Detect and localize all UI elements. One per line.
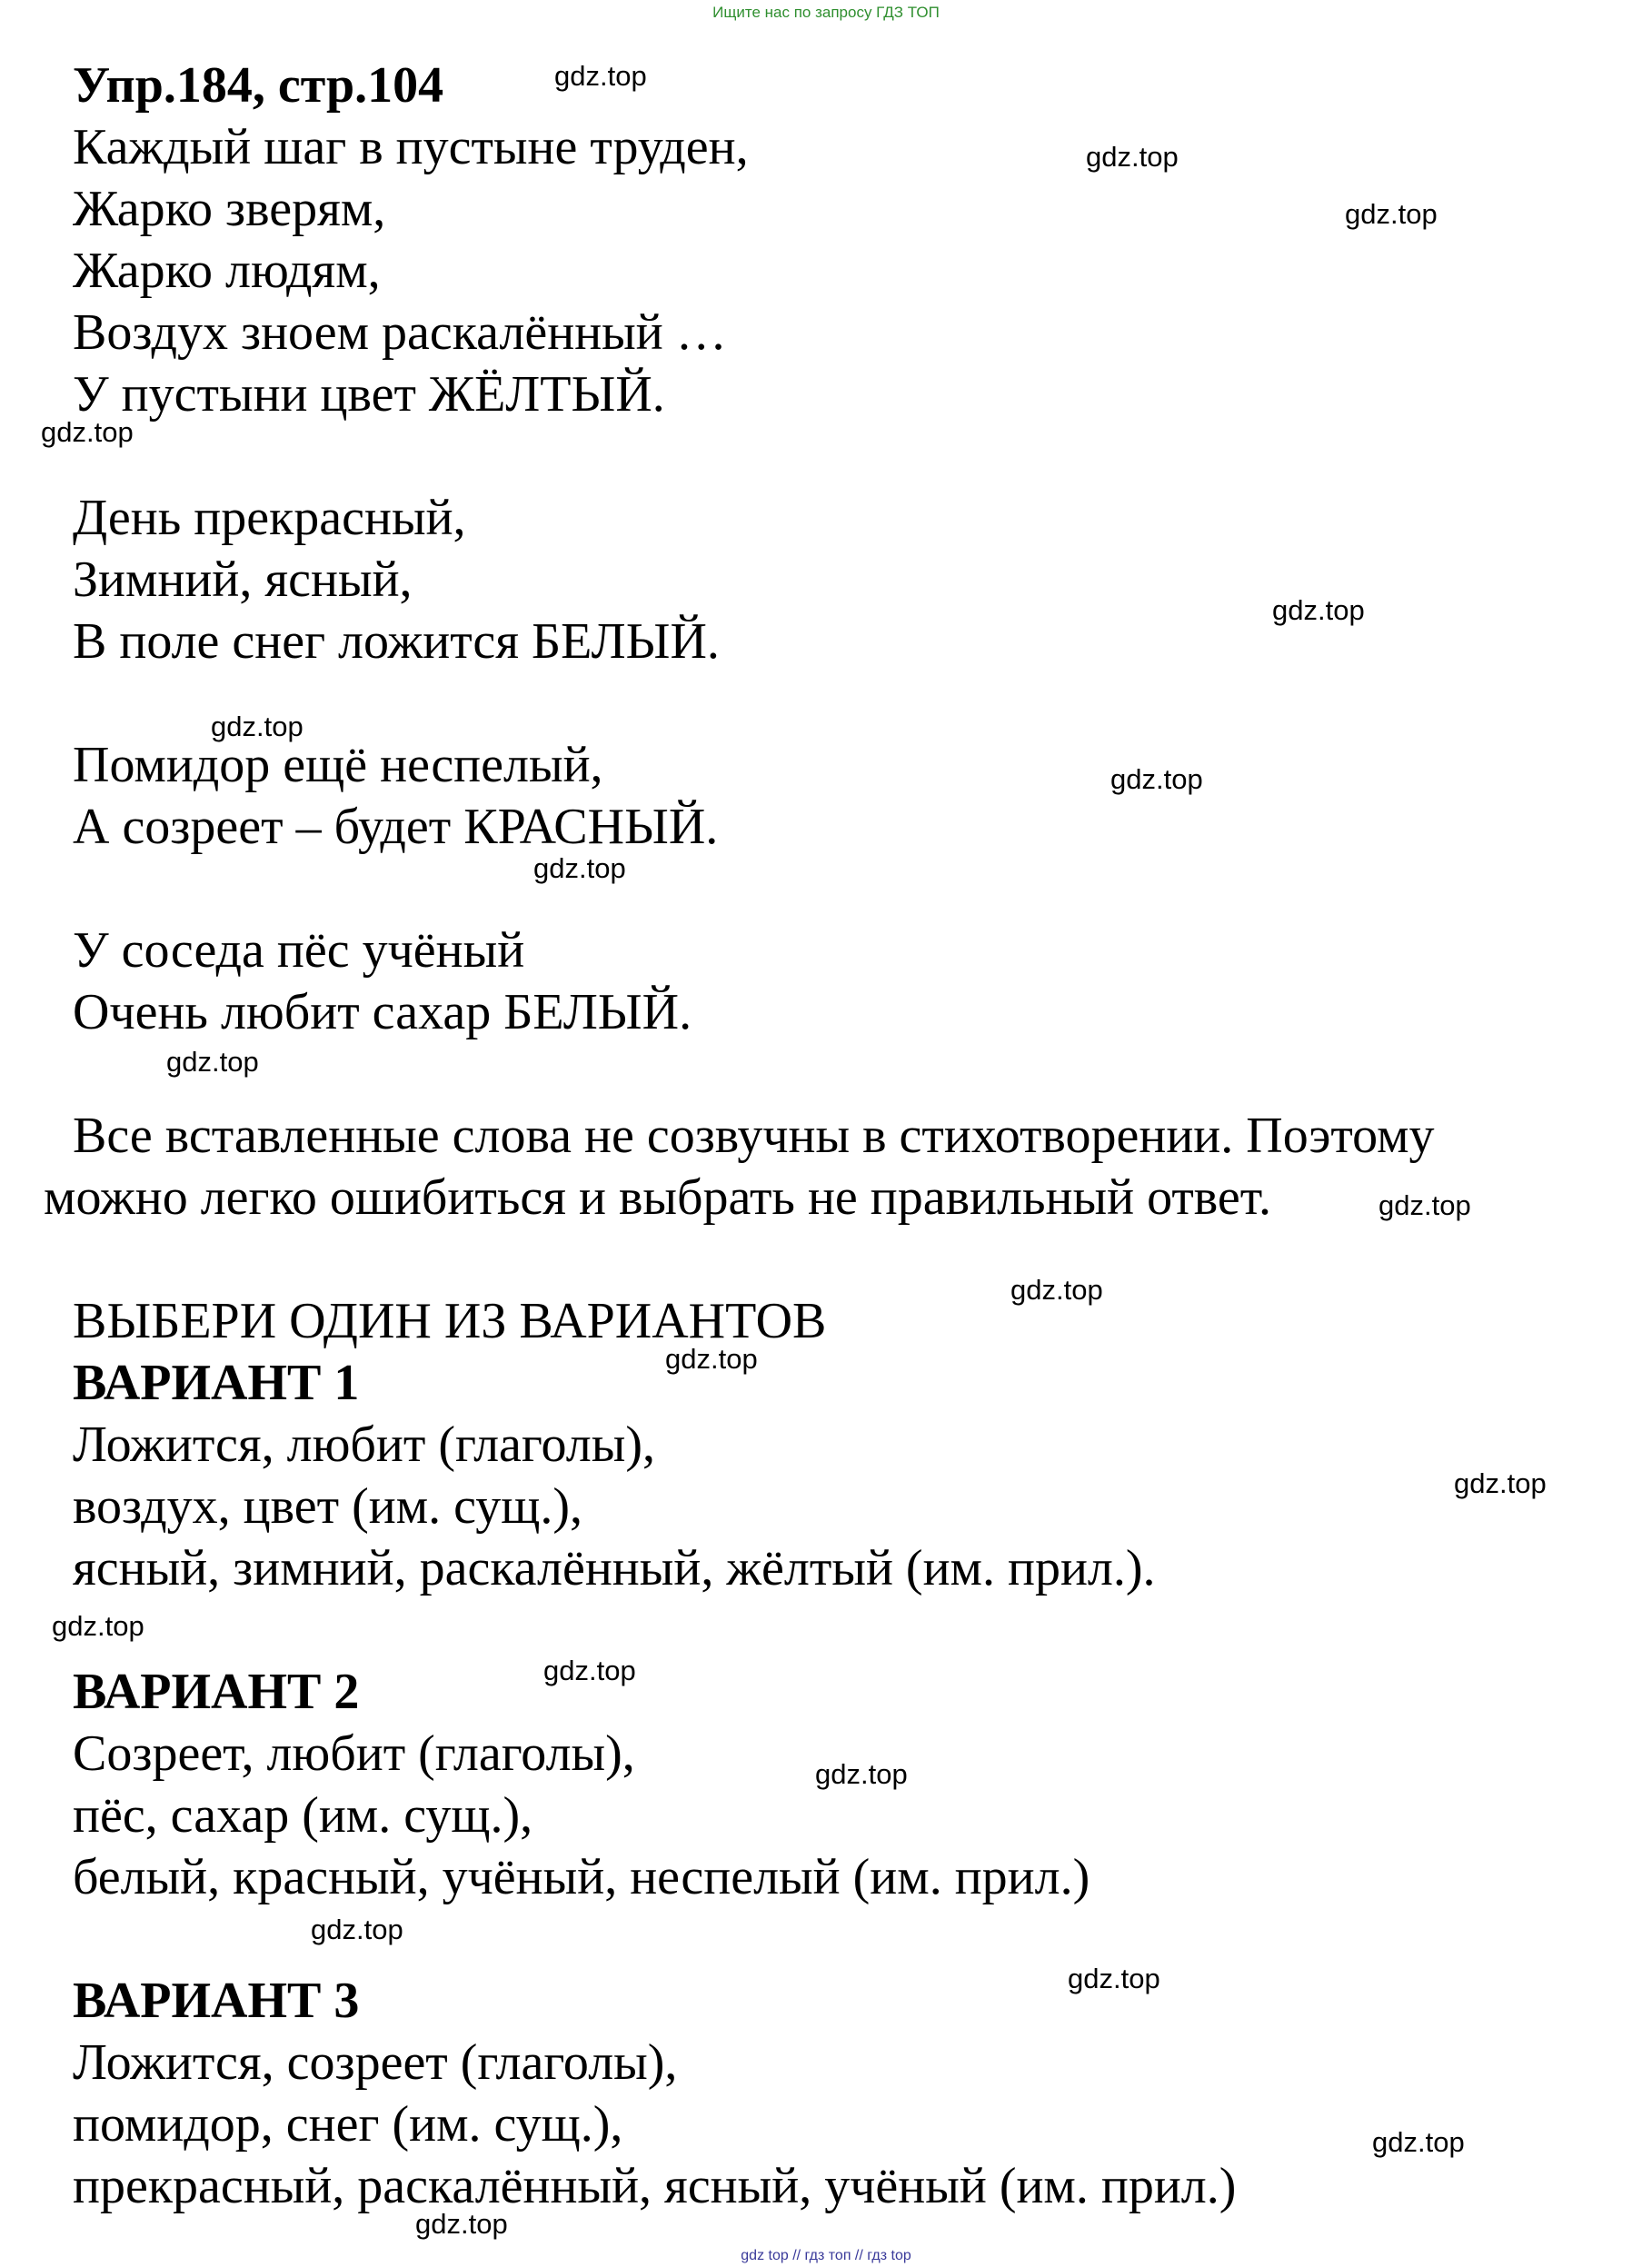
watermark: gdz.top <box>533 852 626 884</box>
watermark: gdz.top <box>1086 141 1179 173</box>
watermark: gdz.top <box>1378 1189 1471 1221</box>
watermark: gdz.top <box>665 1343 758 1375</box>
watermark: gdz.top <box>1110 763 1203 795</box>
poem-line: В поле снег ложится БЕЛЫЙ. <box>73 613 720 670</box>
footer-credits: gdz top // гдз топ // гдз top <box>741 2248 911 2263</box>
watermark: gdz.top <box>815 1758 908 1790</box>
variant-line: Созреет, любит (глаголы), <box>73 1725 635 1782</box>
variant-title: ВАРИАНТ 1 <box>73 1355 360 1411</box>
poem-line: Очень любит сахар БЕЛЫЙ. <box>73 984 692 1040</box>
poem-line: Зимний, ясный, <box>73 552 413 608</box>
variant-line: ясный, зимний, раскалённый, жёлтый (им. прил.). <box>73 1540 1156 1596</box>
watermark: gdz.top <box>1010 1274 1103 1306</box>
poem-line: Жарко зверям, <box>73 181 386 237</box>
watermark: gdz.top <box>1272 594 1365 626</box>
watermark: gdz.top <box>1345 198 1438 230</box>
watermark: gdz.top <box>166 1046 259 1078</box>
poem-line: День прекрасный, <box>73 490 466 546</box>
note-line: Все вставленные слова не созвучны в стихотворении. Поэтому <box>73 1108 1435 1164</box>
choose-heading: ВЫБЕРИ ОДИН ИЗ ВАРИАНТОВ <box>73 1293 827 1349</box>
poem-line: Воздух зноем раскалённый … <box>73 304 727 361</box>
watermark: gdz.top <box>1372 2126 1465 2158</box>
watermark: gdz.top <box>41 416 134 448</box>
poem-line: Каждый шаг в пустыне труден, <box>73 119 749 175</box>
watermark: gdz.top <box>543 1655 636 1686</box>
poem-line: У пустыни цвет ЖЁЛТЫЙ. <box>73 366 665 423</box>
watermark: gdz.top <box>211 711 304 742</box>
variant-line: воздух, цвет (им. сущ.), <box>73 1478 583 1535</box>
watermark: gdz.top <box>311 1914 403 1945</box>
variant-line: помидор, снег (им. сущ.), <box>73 2096 623 2153</box>
exercise-title: Упр.184, стр.104 <box>73 57 444 114</box>
variant-title: ВАРИАНТ 3 <box>73 1973 360 2029</box>
poem-line: Жарко людям, <box>73 243 381 299</box>
variant-title: ВАРИАНТ 2 <box>73 1664 360 1720</box>
poem-line: А созреет – будет КРАСНЫЙ. <box>73 799 719 855</box>
variant-line: Ложится, любит (глаголы), <box>73 1417 655 1473</box>
poem-line: У соседа пёс учёный <box>73 922 525 979</box>
variant-line: пёс, сахар (им. сущ.), <box>73 1787 533 1844</box>
top-notice: Ищите нас по запросу ГДЗ ТОП <box>712 4 940 21</box>
watermark: gdz.top <box>554 60 647 92</box>
note-line: можно легко ошибиться и выбрать не правильный ответ. <box>44 1169 1272 1226</box>
variant-line: Ложится, созреет (глаголы), <box>73 2034 678 2091</box>
poem-line: Помидор ещё неспелый, <box>73 737 603 793</box>
watermark: gdz.top <box>1454 1467 1547 1499</box>
watermark: gdz.top <box>52 1610 144 1642</box>
variant-line: белый, красный, учёный, неспелый (им. прил.) <box>73 1849 1090 1905</box>
variant-line: прекрасный, раскалённый, ясный, учёный (им. прил.) <box>73 2158 1237 2214</box>
watermark: gdz.top <box>415 2208 508 2240</box>
watermark: gdz.top <box>1068 1963 1160 1994</box>
